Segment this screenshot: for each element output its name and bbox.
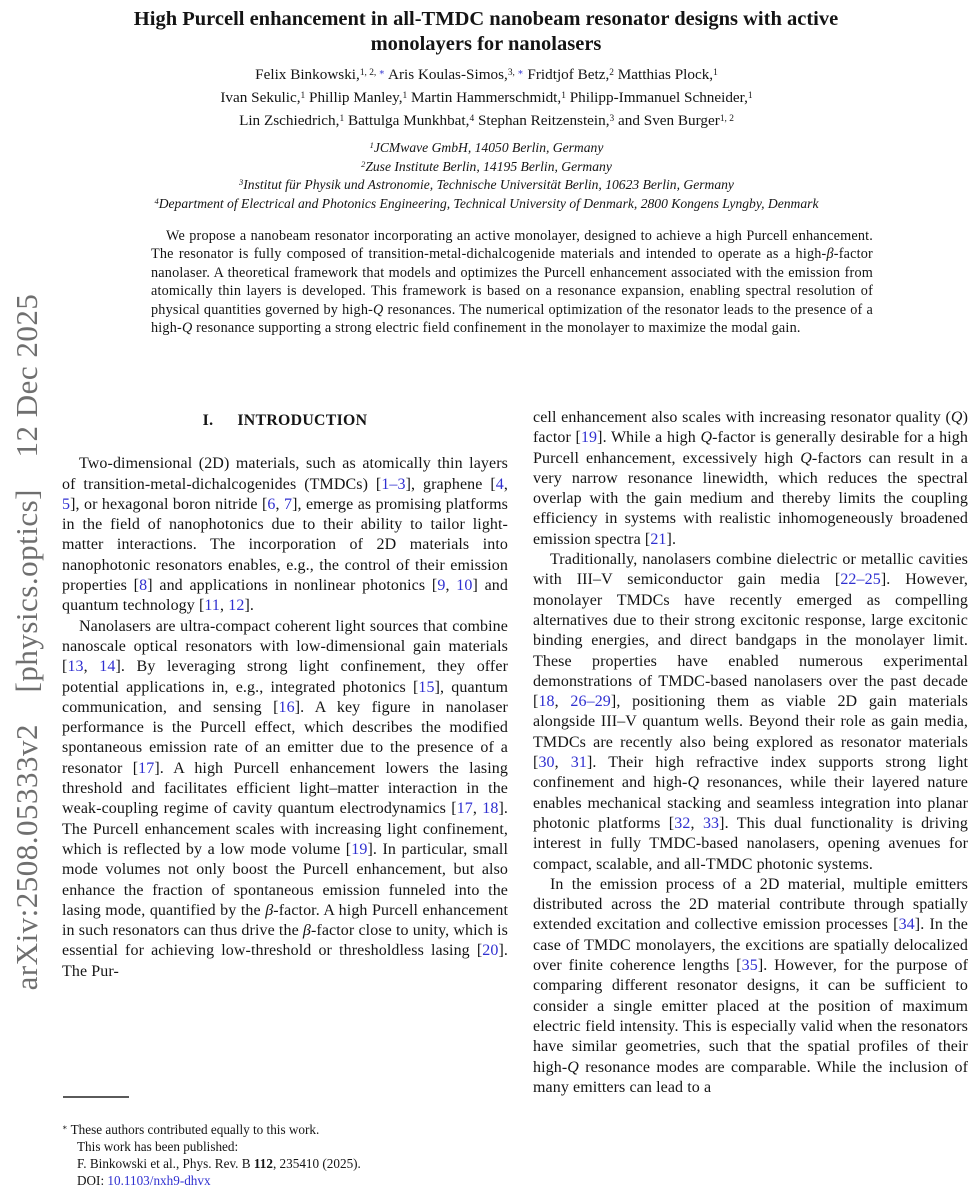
affiliation-list [0,139,973,213]
paper-title: High Purcell enhancement in all-TMDC nanobeam resonator designs with active monolayers for nanolasers [133,8,839,55]
author-line: Felix Binkowski,$^{1, 2, ∗}$ Aris Koulas-Simos,$^{3, ∗}$ Fridtjof Betz,$^2$ Matthias Plock,$^1$ [255,66,718,83]
text-link[interactable]: 9 [437,577,446,595]
text-link[interactable]: 21 [650,530,667,548]
footnote-line: ∗ These authors contributed equally to this work. [62,1122,320,1137]
text-link[interactable]: 10.1103/nxh9-dhvx [107,1172,211,1188]
text-link[interactable]: 13 [67,658,84,676]
text-link[interactable]: 22–25 [840,571,881,589]
body-paragraph: Nanolasers are ultra-compact coherent light sources that combine nanoscale optical resonators with low-dimensional gain materials [13, 14]. By leveraging strong light confinement, they offer potential applications in, e.g., integrated photonics [15], quantum communication, and sensing [16]. A key figure in nanolaser performance is the Purcell effect, which describes the modified spontaneous emission rate of an emitter due to the presence of a resonator [17]. A high Purcell enhancement lowers the lasing threshold and facilitates efficient light–matter interaction in the weak-coupling regime of cavity quantum electrodynamics [17, 18]. The Purcell enhancement scales with increasing light confinement, which is reflected by a low mode volume [19]. In particular, small mode volumes not only boost the Purcell enhancement, but also enhance the fraction of spontaneous emission funneled into the lasing mode, quantified by the β-factor. A high Purcell enhancement in such resonators can thus drive the β-factor close to unity, which is essential for achieving low-threshold or thresholdless lasing [20]. The Pur- [62,617,508,980]
left-column [62,408,508,1084]
section-number: I. [202,412,214,429]
left-column-paragraphs [62,454,508,982]
section-title: INTRODUCTION [237,412,368,429]
footnote-rule [63,1096,129,1098]
text-link[interactable]: 1–3 [381,475,406,493]
body-paragraph: Two-dimensional (2D) materials, such as atomically thin layers of transition-metal-dichalcogenides (TMDCs) [1–3], graphene [4, 5], or hexagonal boron nitride [6, 7], emerge as promising platforms in the field of nanophotonics due to their ability to tailor light-matter interactions. The incorporation of 2D materials into nanophotonic resonators enables, e.g., the control of their emission properties [8] and applications in nonlinear photonics [9, 10] and quantum technology [11, 12]. [62,455,508,615]
body-paragraph: In the emission process of a 2D material, multiple emitters distributed across the 2D material contribute through spatially extended excitation and collective emission processes [34]. In the case of TMDC monolayers, the excitions are spatially delocalized over finite coherence lengths [35]. However, for the purpose of comparing different resonator designs, it can be sufficient to consider a single emitter placed at the position of maximum electric field intensity. This is especially valid when the resonators have similar geometries, such that the spatial profiles of their high-Q resonance modes are comparable. While the inclusion of many emitters can lead to a [533,875,968,1096]
footnote-block [62,1122,508,1190]
text-link[interactable]: 15 [418,678,435,696]
text-link[interactable]: 18 [482,800,499,818]
text-link[interactable]: 31 [570,754,587,772]
text-link[interactable]: 19 [580,429,598,447]
text-link[interactable]: ∗ [378,67,386,78]
affiliation-line: $^4$Department of Electrical and Photonics Engineering, Technical University of Denmark, 2800 Kongens Lyngby, Denmark [154,195,819,211]
affiliation-line: $^3$Institut für Physik und Astronomie, Technische Universität Berlin, 10623 Berlin, Germany [239,177,734,193]
text-link[interactable]: 14 [99,658,116,676]
footnote-line: This work has been published: [77,1138,239,1154]
body-paragraph: Traditionally, nanolasers combine dielectric or metallic cavities with III–V semiconductor gain media [22–25]. However, monolayer TMDCs have recently emerged as compelling alternatives due to their strong excitonic response, large excitonic binding energies, and direct bandgaps in the monolayer limit. These properties have enabled numerous experimental demonstrations of TMDC-based nanolasers over the past decade [18, 26–29], positioning them as viable 2D gain materials alongside III–V quantum wells. Beyond their role as gain media, TMDCs are recently also being explored as resonator materials [30, 31]. Their high refractive index supports strong light confinement and high-Q resonances, while their layered nature enables mechanical stacking and seamless integration into planar photonic platforms [32, 33]. This dual functionality is driving interest in fully TMDC-based nanolasers, opening avenues for compact, scalable, and all-TMDC photonic systems. [533,551,968,873]
text-link[interactable]: 5 [62,495,71,513]
text-link[interactable]: 26–29 [570,693,611,711]
text-link[interactable]: ∗ [517,67,524,78]
text-link[interactable]: 18 [538,693,555,711]
text-link[interactable]: 17 [138,759,155,777]
text-link[interactable]: 11 [204,597,221,615]
author-line: Ivan Sekulic,$^1$ Phillip Manley,$^1$ Martin Hammerschmidt,$^1$ Philipp-Immanuel Schneider,$^1$ [220,89,753,107]
affiliation-line: $^2$Zuse Institute Berlin, 14195 Berlin, Germany [361,158,612,174]
affiliation-line: $^1$JCMwave GmbH, 14050 Berlin, Germany [369,140,604,155]
text-link[interactable]: 10 [456,577,473,595]
right-column [533,408,968,1200]
text-link[interactable]: 34 [898,916,915,934]
text-link[interactable]: 16 [278,698,295,716]
text-link[interactable]: 8 [139,577,148,595]
text-link[interactable]: 32 [674,814,691,832]
text-link[interactable]: 4 [495,475,504,493]
author-list [0,63,973,133]
arxiv-watermark: arXiv:2508.05333v2 [physics.optics] 12 Dec 2025 [9,293,44,991]
footnote-line: F. Binkowski et al., Phys. Rev. B 112, 235410 (2025). [77,1155,361,1171]
text-link[interactable]: 7 [283,495,293,513]
text-link[interactable]: 19 [351,840,368,858]
text-link[interactable]: 20 [482,942,499,960]
text-link[interactable]: 35 [741,957,758,975]
text-link[interactable]: 12 [228,597,245,615]
text-link[interactable]: 33 [702,814,720,832]
footnote-line: DOI: 10.1103/nxh9-dhvx [77,1172,211,1188]
author-line: Lin Zschiedrich,$^1$ Battulga Munkhbat,$^4$ Stephan Reitzenstein,$^3$ and Sven Burger$^{1, 2}$ [239,112,734,130]
text-link[interactable]: 17 [456,800,473,818]
abstract-text: We propose a nanobeam resonator incorporating an active monolayer, designed to achieve a high Purcell enhancement. The resonator is fully composed of transition-metal-dichalcogenide materials and intended to operate as a high-β-factor nanolaser. A theoretical framework that models and optimizes the Purcell enhancement associated with the emission from atomically thin layers is developed. This framework is based on a resonance expansion, enabling spectral resolution of physical quantities governed by high-Q resonances. The numerical optimization of the resonator leads to the presence of a high-Q resonance supporting a strong electric field confinement in the monolayer to maximize the modal gain. [151,228,873,337]
section-heading [62,411,508,431]
text-link[interactable]: 6 [267,495,276,513]
text-link[interactable]: 30 [538,754,555,772]
body-paragraph: cell enhancement also scales with increasing resonator quality (Q) factor [19]. While a high Q-factor is generally desirable for a high Purcell enhancement, excessively high Q-factors can result in a very narrow resonance linewidth, which reduces the spectral overlap with the gain medium and thereby limits the coupling efficiency in systems with realistic inhomogeneously broadened emission spectra [21]. [533,409,968,548]
